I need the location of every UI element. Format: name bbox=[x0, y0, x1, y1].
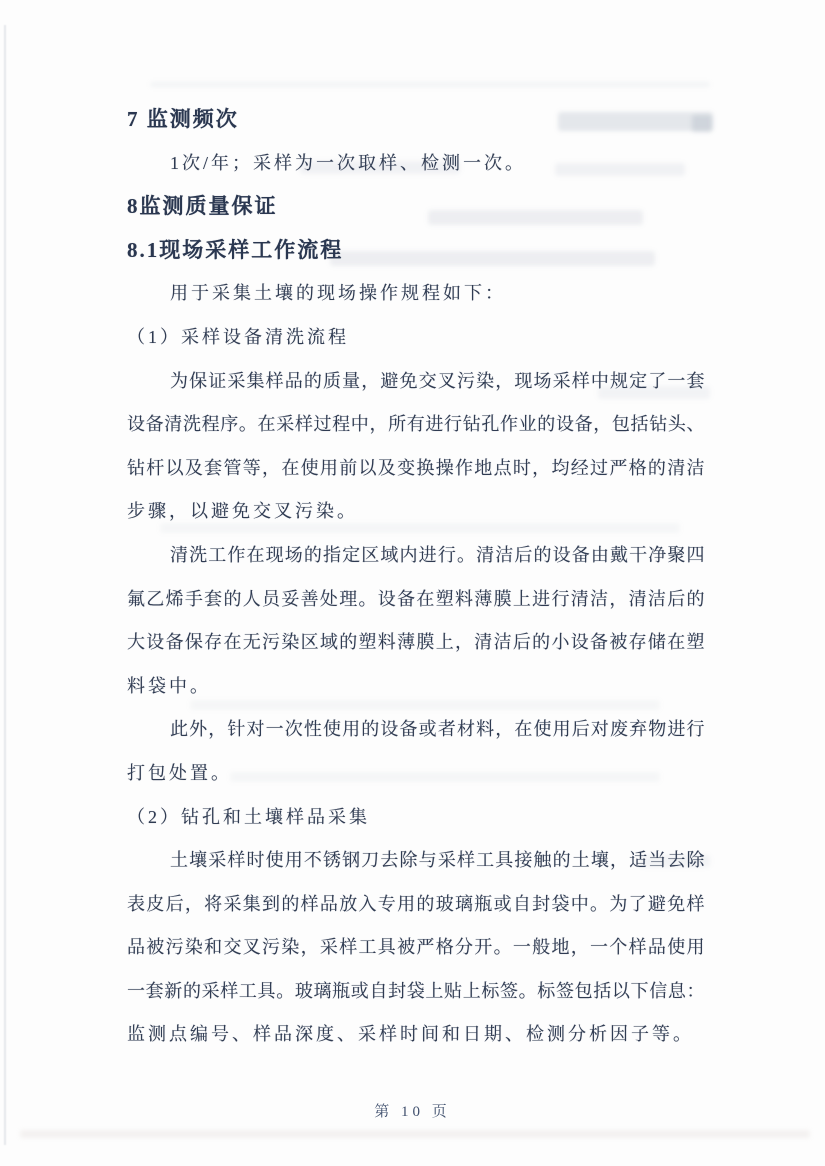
heading-line: 8.1现场采样工作流程 bbox=[127, 237, 344, 262]
text-line: 打包处置。 bbox=[127, 762, 232, 783]
text-line: 氟乙烯手套的人员妥善处理。设备在塑料薄膜上进行清洁，清洁后的 bbox=[127, 588, 705, 609]
text-line: 用于采集土壤的现场操作规程如下： bbox=[170, 283, 506, 304]
page-number: 第 10 页 bbox=[374, 1104, 451, 1120]
text-line: 为保证采集样品的质量，避免交叉污染，现场采样中规定了一套 bbox=[170, 370, 705, 391]
bleedthrough-artifact bbox=[150, 82, 710, 87]
page-footer bbox=[0, 1100, 825, 1121]
text-line: 一套新的采样工具。玻璃瓶或自封袋上贴上标签。标签包括以下信息： bbox=[127, 980, 705, 1001]
text-line: 大设备保存在无污染区域的塑料薄膜上，清洁后的小设备被存储在塑 bbox=[127, 632, 705, 653]
document-body bbox=[127, 98, 705, 1057]
bleedthrough-artifact bbox=[20, 1130, 810, 1138]
text-line: 土壤采样时使用不锈钢刀去除与采样工具接触的土壤，适当去除 bbox=[170, 850, 705, 871]
text-line: （1）采样设备清洗流程 bbox=[127, 326, 349, 347]
text-line: 料袋中。 bbox=[127, 675, 211, 696]
text-line: 此外，针对一次性使用的设备或者材料，在使用后对废弃物进行 bbox=[170, 719, 705, 740]
text-line: 表皮后，将采集到的样品放入专用的玻璃瓶或自封袋中。为了避免样 bbox=[127, 893, 705, 914]
text-line: 清洗工作在现场的指定区域内进行。清洁后的设备由戴干净聚四 bbox=[170, 544, 705, 565]
heading-line: 8监测质量保证 bbox=[127, 194, 278, 219]
text-line: 1次/年；采样为一次取样、检测一次。 bbox=[170, 152, 526, 173]
text-line: 步骤，以避免交叉污染。 bbox=[127, 501, 358, 522]
text-line: （2）钻孔和土壤样品采集 bbox=[127, 806, 370, 827]
text-line: 钻杆以及套管等，在使用前以及变换操作地点时，均经过严格的清洁 bbox=[127, 457, 705, 478]
text-line: 品被污染和交叉污染，采样工具被严格分开。一般地，一个样品使用 bbox=[127, 937, 705, 958]
heading-line: 7 监测频次 bbox=[127, 107, 239, 131]
scan-edge-line bbox=[4, 25, 6, 1145]
text-line: 监测点编号、样品深度、采样时间和日期、检测分析因子等。 bbox=[127, 1024, 694, 1045]
text-line: 设备清洗程序。在采样过程中，所有进行钻孔作业的设备，包括钻头、 bbox=[127, 414, 705, 435]
